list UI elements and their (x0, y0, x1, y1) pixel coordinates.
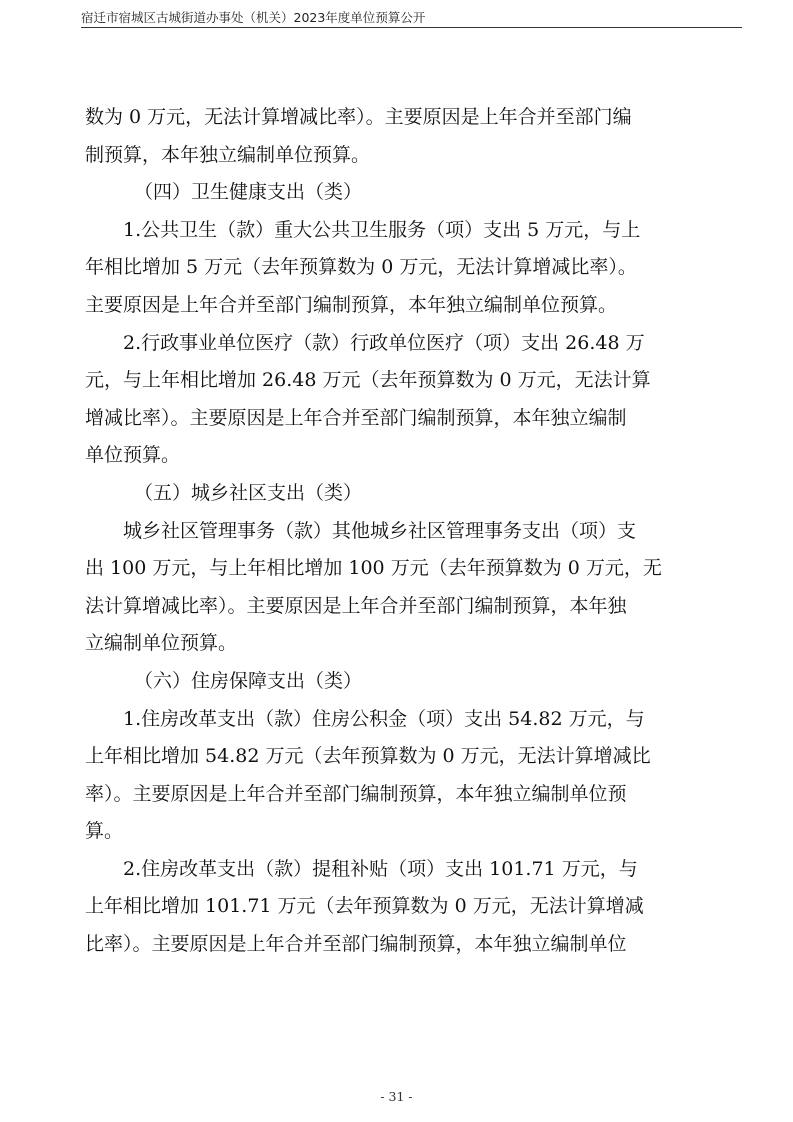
running-header: 宿迁市宿城区古城街道办事处（机关）2023年度单位预算公开 (81, 10, 426, 25)
text-line: 法计算增减比率）。主要原因是上年合并至部门编制预算，本年独 (85, 594, 627, 617)
paragraph-start: 1.住房改革支出（款）住房公积金（项）支出 54.82 万元，与 (123, 707, 645, 730)
text-line: 上年相比增加 54.82 万元（去年预算数为 0 万元，无法计算增减比 (85, 745, 651, 768)
text-line: 制预算，本年独立编制单位预算。 (85, 143, 371, 166)
paragraph-start: 2.行政事业单位医疗（款）行政单位医疗（项）支出 26.48 万 (123, 331, 645, 354)
text-line: 出 100 万元，与上年相比增加 100 万元（去年预算数为 0 万元，无 (85, 557, 662, 580)
header-rule (81, 27, 742, 28)
text-line: 立编制单位预算。 (85, 632, 238, 655)
page-number: - 31 - (380, 1089, 413, 1104)
text-line: 上年相比增加 101.71 万元（去年预算数为 0 万元，无法计算增减 (85, 895, 644, 918)
text-line: 算。 (85, 820, 124, 843)
text-line: 主要原因是上年合并至部门编制预算，本年独立编制单位预算。 (85, 293, 618, 316)
text-line: 增减比率）。主要原因是上年合并至部门编制预算，本年独立编制 (85, 406, 627, 429)
section-heading-health: （四）卫生健康支出（类） (134, 181, 363, 204)
text-line: 数为 0 万元，无法计算增减比率）。主要原因是上年合并至部门编 (85, 106, 632, 128)
section-heading-housing: （六）住房保障支出（类） (134, 669, 363, 692)
text-line: 单位预算。 (85, 444, 181, 467)
paragraph-start: 2.住房改革支出（款）提租补贴（项）支出 101.71 万元，与 (123, 857, 638, 880)
section-heading-community: （五）城乡社区支出（类） (134, 481, 363, 504)
text-line: 比率）。主要原因是上年合并至部门编制预算，本年独立编制单位 (85, 933, 627, 956)
paragraph-start: 1.公共卫生（款）重大公共卫生服务（项）支出 5 万元，与上 (123, 218, 641, 241)
text-line: 元，与上年相比增加 26.48 万元（去年预算数为 0 万元，无法计算 (85, 369, 651, 392)
text-line: 年相比增加 5 万元（去年预算数为 0 万元，无法计算增减比率）。 (85, 256, 637, 279)
paragraph-start: 城乡社区管理事务（款）其他城乡社区管理事务支出（项）支 (123, 519, 637, 542)
text-line: 率）。主要原因是上年合并至部门编制预算，本年独立编制单位预 (85, 782, 627, 805)
document-body (85, 99, 715, 964)
